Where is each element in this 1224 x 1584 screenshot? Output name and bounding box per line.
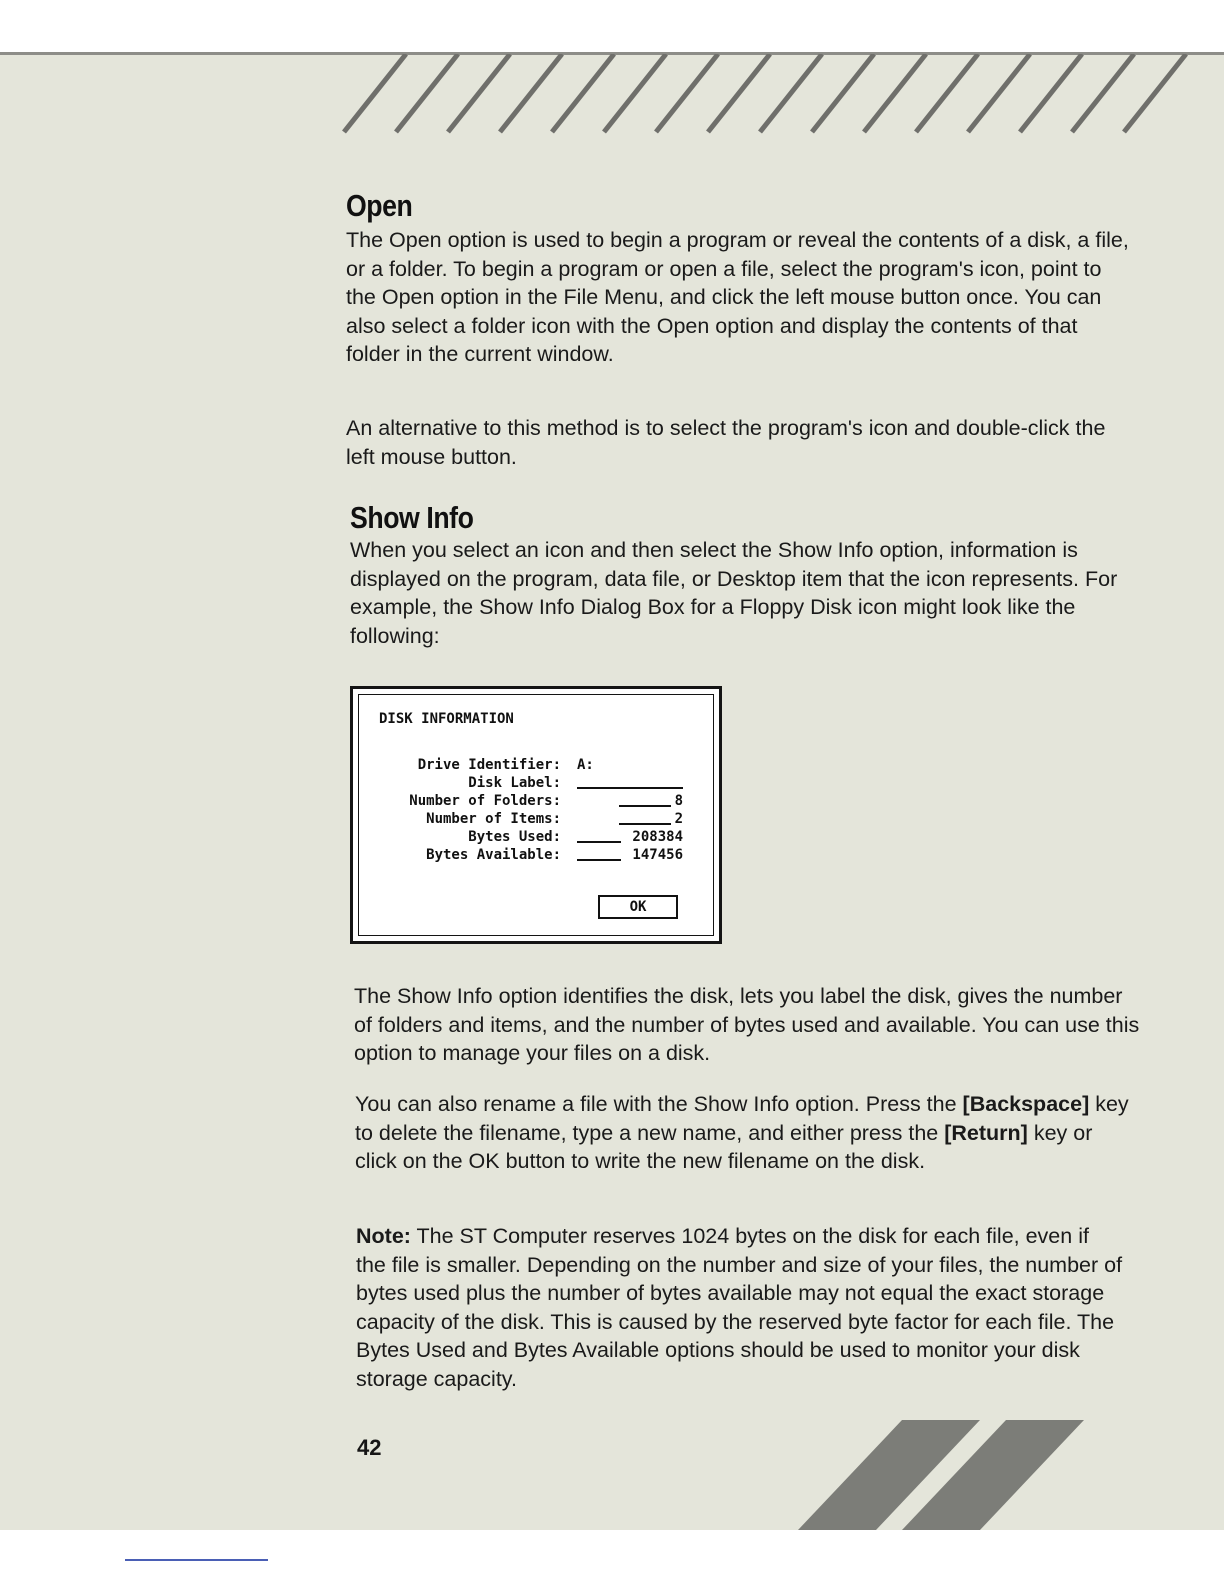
number-of-folders-row	[361, 791, 683, 809]
show-info-section	[350, 500, 1140, 536]
note-text: The ST Computer reserves 1024 bytes on the disk for each file, even if the file is smaller. Depending on the number and size of your files, the number of bytes used plus the number of bytes available may not equal the exact storage capacity of the disk. This is caused by the reserved byte factor for each file. The Bytes Used and Bytes Available options should be used to monitor your disk storage capacity.	[356, 1224, 1123, 1391]
rename-text-2: key to delete the filename, type a new name, and either press the	[355, 1092, 1129, 1145]
disk-label-field[interactable]	[577, 773, 683, 791]
show-info-paragraph-2: The Show Info option identifies the disk, lets you label the disk, gives the number of folders and items, and the number of bytes used and available. You can use this option to manage your files on a disk.	[354, 984, 1140, 1065]
show-info-heading: Show Info	[350, 500, 474, 535]
rename-text-1: You can also rename a file with the Show Info option. Press the	[355, 1092, 963, 1116]
rename-text-3: key or click on the OK button to write the new filename on the disk.	[355, 1120, 1093, 1173]
disk-label-label: Disk Label:	[468, 775, 561, 791]
bytes-used-label: Bytes Used:	[468, 829, 561, 845]
dialog-fields	[361, 755, 683, 863]
backspace-key-label: [Backspace]	[962, 1092, 1090, 1116]
note-paragraph	[356, 1222, 1124, 1393]
bytes-available-label: Bytes Available:	[426, 847, 561, 863]
bytes-available-value: 147456	[632, 847, 683, 863]
footer-rule	[125, 1559, 268, 1561]
return-key-label: [Return]	[944, 1120, 1028, 1145]
open-paragraph-2: An alternative to this method is to select the program's icon and double-click the left mouse button.	[346, 416, 1106, 469]
bytes-available-row	[361, 845, 683, 863]
open-heading: Open	[346, 188, 413, 223]
drive-identifier-label: Drive Identifier:	[417, 757, 561, 773]
open-paragraph-1: The Open option is used to begin a program or reveal the contents of a disk, a file, or a folder. To begin a program or open a file, select the program's icon, point to the Open option in the File Menu, and click the left mouse button once. You can also select a folder icon with the Open option and display the contents of that folder in the current window.	[346, 228, 1129, 366]
number-of-items-row	[361, 809, 683, 827]
page-number: 42	[357, 1435, 382, 1460]
number-of-items-value: 2	[674, 811, 683, 827]
number-of-folders-value: 8	[674, 793, 683, 809]
ok-button[interactable]: OK	[598, 895, 678, 919]
drive-identifier-row	[361, 755, 683, 773]
note-label: Note:	[356, 1224, 411, 1248]
drive-identifier-value: A:	[577, 757, 594, 773]
show-info-paragraph-1: When you select an icon and then select the Show Info option, information is displayed on the program, data file, or Desktop item that the icon represents. For example, the Show Info Dialog Box for a Floppy Disk icon might look like the following:	[350, 538, 1118, 648]
open-section	[346, 188, 1136, 224]
disk-label-row	[361, 773, 683, 791]
bytes-used-row	[361, 827, 683, 845]
decorative-top-stripes	[330, 54, 1200, 140]
number-of-items-label: Number of Items:	[426, 811, 561, 827]
manual-page	[0, 52, 1224, 1530]
disk-information-dialog	[350, 686, 722, 944]
dialog-title: DISK INFORMATION	[379, 711, 514, 727]
number-of-folders-label: Number of Folders:	[409, 793, 561, 809]
bytes-used-value: 208384	[632, 829, 683, 845]
rename-paragraph	[355, 1090, 1137, 1176]
decorative-bottom-stripes	[780, 1412, 1160, 1530]
